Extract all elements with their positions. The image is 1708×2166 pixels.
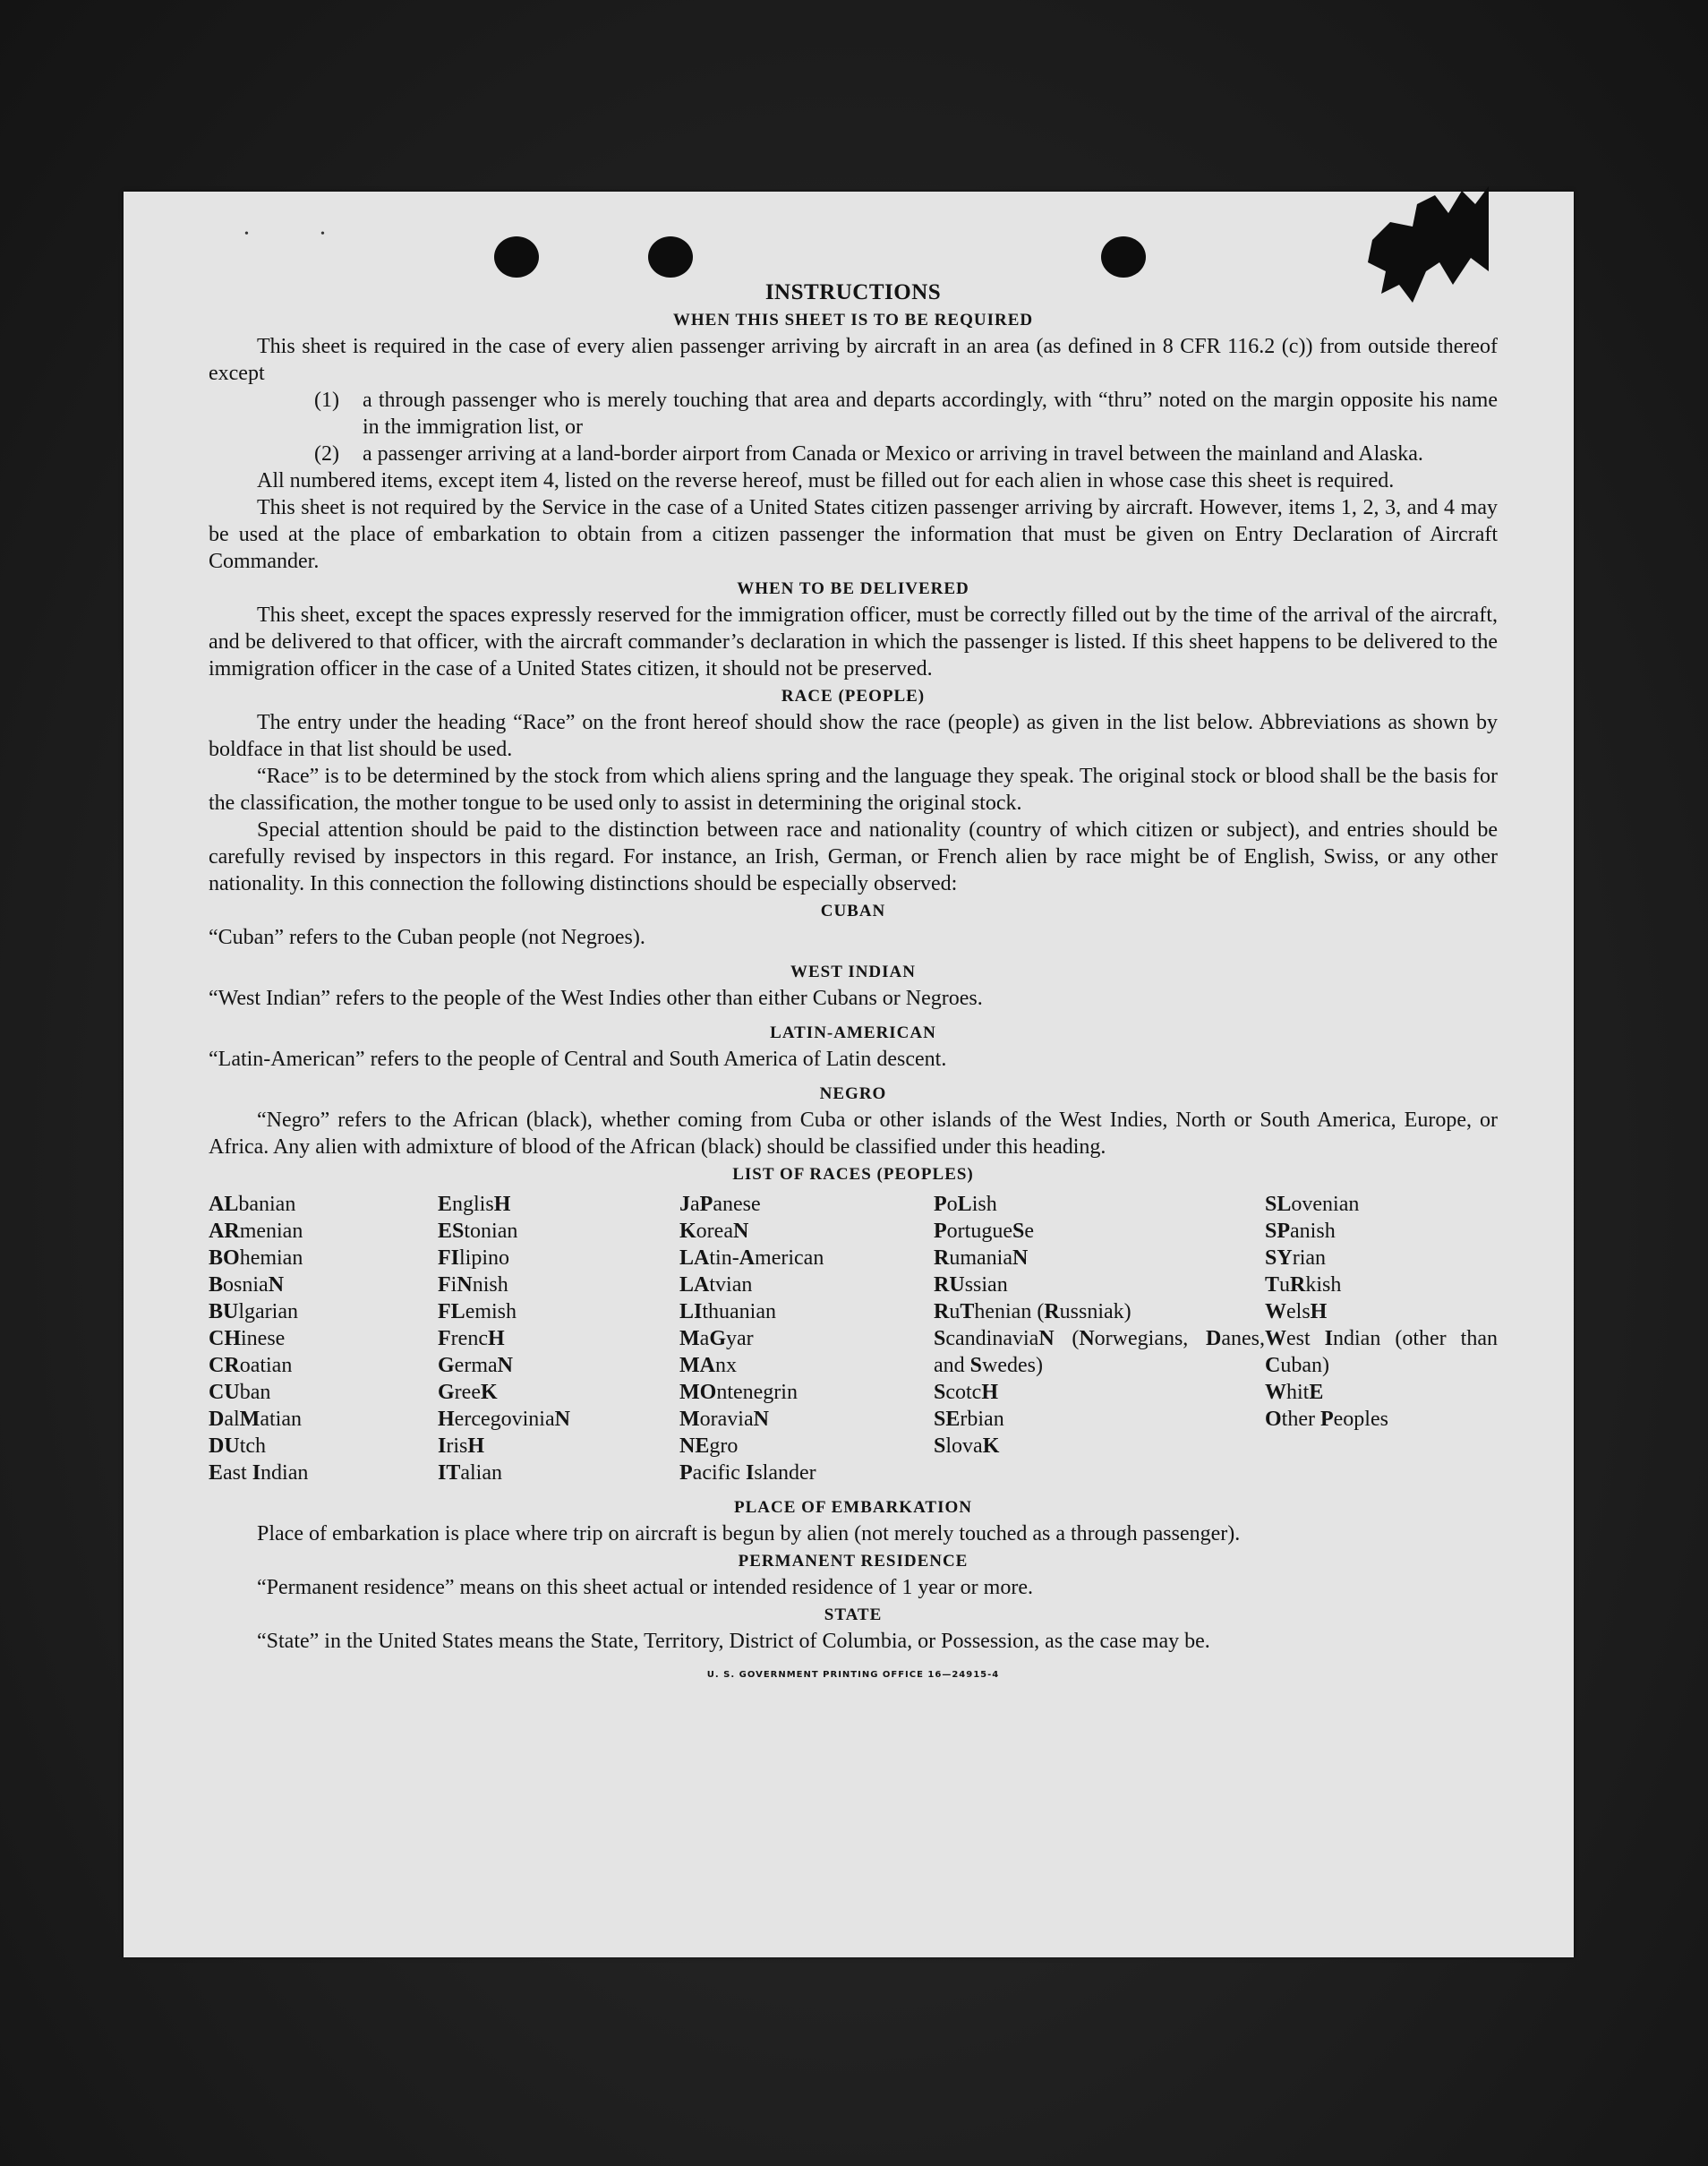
race-entry: FIlipino bbox=[438, 1246, 510, 1270]
race-entry: LAtvian bbox=[679, 1273, 753, 1297]
instructions-content bbox=[209, 279, 1498, 1689]
race-entry: JaPanese bbox=[679, 1193, 761, 1216]
race-entry: BosniaN bbox=[209, 1273, 285, 1297]
race-entry: LIthuanian bbox=[679, 1300, 776, 1323]
race-column bbox=[1265, 1191, 1498, 1486]
mark: • bbox=[320, 227, 325, 241]
section-heading-west-indian: WEST INDIAN bbox=[790, 963, 916, 981]
section-heading-race: RACE (PEOPLE) bbox=[781, 687, 926, 706]
exception-number: (2) bbox=[314, 442, 339, 466]
race-entry: ScotcH bbox=[934, 1381, 999, 1404]
race-column bbox=[209, 1191, 438, 1486]
section-heading-state: STATE bbox=[824, 1605, 883, 1624]
when-delivered-paragraph: This sheet, except the spaces expressly reserved for the immigration officer, must be correctly filled out by the time of the arrival of the aircraft, and be delivered to that officer, with the aircraft commander’s declaration in which the passenger is listed. If this sheet happens to be delivered to the immigration officer in the case of a United States citizen, it should not be preserved. bbox=[209, 604, 1498, 681]
embarkation-definition: Place of embarkation is place where trip on aircraft is begun by alien (not merely touched as a through passenger). bbox=[257, 1522, 1241, 1545]
exception-text: a through passenger who is merely touching that area and departs accordingly, with “thru” noted on the margin opposite his name in the immigration list, or bbox=[363, 389, 1498, 439]
race-entry: SErbian bbox=[934, 1408, 1004, 1431]
race-entry: BOhemian bbox=[209, 1246, 303, 1270]
race-entry: ALbanian bbox=[209, 1193, 296, 1216]
race-paragraph: “Race” is to be determined by the stock from which aliens spring and the language they speak. The original stock or blood shall be the basis for the classification, the mother tongue to be used only to assist in determining the original stock. bbox=[209, 765, 1498, 815]
mark: • bbox=[244, 227, 249, 241]
race-entry: East Indian bbox=[209, 1461, 309, 1485]
printer-imprint: U. S. GOVERNMENT PRINTING OFFICE 16—24915-4 bbox=[706, 1670, 1000, 1680]
race-entry: SYrian bbox=[1265, 1246, 1327, 1270]
race-entry: HercegoviniaN bbox=[438, 1408, 570, 1431]
section-heading-latin-american: LATIN-AMERICAN bbox=[770, 1023, 936, 1042]
section-heading-negro: NEGRO bbox=[819, 1084, 887, 1103]
race-paragraph: The entry under the heading “Race” on the front hereof should show the race (people) as given in the list below. Abbreviations as shown by boldface in that list should be used. bbox=[209, 711, 1498, 761]
race-entry: EStonian bbox=[438, 1220, 518, 1243]
race-entry: NEgro bbox=[679, 1434, 739, 1458]
race-entry: TuRkish bbox=[1265, 1273, 1342, 1297]
race-entry: FrencH bbox=[438, 1327, 505, 1350]
race-entry: RumaniaN bbox=[934, 1246, 1029, 1270]
race-entry: PoLish bbox=[934, 1193, 997, 1216]
race-entry: WhitE bbox=[1265, 1381, 1324, 1404]
punch-hole bbox=[494, 236, 539, 278]
race-entry: ARmenian bbox=[209, 1220, 303, 1243]
race-entry: CHinese bbox=[209, 1327, 286, 1350]
section-heading-residence: PERMANENT RESIDENCE bbox=[738, 1552, 969, 1571]
punch-hole bbox=[648, 236, 693, 278]
race-entry: SPanish bbox=[1265, 1220, 1336, 1243]
document-page bbox=[124, 192, 1574, 1957]
numbered-items-paragraph: All numbered items, except item 4, listed on the reverse hereof, must be filled out for each alien in whose case this sheet is required. bbox=[257, 469, 1395, 492]
race-entry: MAnx bbox=[679, 1354, 737, 1377]
race-paragraph: Special attention should be paid to the distinction between race and nationality (country of which citizen or subject), and entries should be carefully revised by inspectors in this regard. For instance, an Irish, German, or French alien by race might be of English, Swiss, or any other nationality. In this connection the following distinctions should be especially observed: bbox=[209, 818, 1498, 895]
race-entry: BUlgarian bbox=[209, 1300, 298, 1323]
race-entry: SlovaK bbox=[934, 1434, 1000, 1458]
race-column bbox=[679, 1191, 934, 1486]
race-entry: SLovenian bbox=[1265, 1193, 1360, 1216]
race-entry: Pacific Islander bbox=[679, 1461, 816, 1485]
race-entry: PortugueSe bbox=[934, 1220, 1034, 1243]
west-indian-definition: “West Indian” refers to the people of the West Indies other than either Cubans or Negroes. bbox=[209, 987, 983, 1010]
page-title: INSTRUCTIONS bbox=[764, 280, 942, 304]
exception-text: a passenger arriving at a land-border airport from Canada or Mexico or arriving in travel between the mainland and Alaska. bbox=[363, 442, 1423, 466]
section-heading-cuban: CUBAN bbox=[820, 902, 886, 920]
race-entry: LAtin-American bbox=[679, 1246, 824, 1270]
race-entry: RuThenian (Russniak) bbox=[934, 1300, 1132, 1323]
race-entry: MoraviaN bbox=[679, 1408, 769, 1431]
race-entry: West Indian (other than Cuban) bbox=[1265, 1327, 1498, 1377]
races-list bbox=[209, 1191, 1498, 1486]
race-entry: GreeK bbox=[438, 1381, 498, 1404]
race-entry: KoreaN bbox=[679, 1220, 749, 1243]
state-definition: “State” in the United States means the State, Territory, District of Columbia, or Possession, as the case may be. bbox=[257, 1630, 1210, 1653]
race-entry: Other Peoples bbox=[1265, 1408, 1388, 1431]
race-entry: FLemish bbox=[438, 1300, 517, 1323]
cuban-definition: “Cuban” refers to the Cuban people (not Negroes). bbox=[209, 926, 645, 949]
race-entry: CUban bbox=[209, 1381, 271, 1404]
race-column bbox=[934, 1191, 1265, 1486]
race-entry: GermaN bbox=[438, 1354, 513, 1377]
section-heading-when-delivered: WHEN TO BE DELIVERED bbox=[737, 579, 969, 598]
section-heading-list-of-races: LIST OF RACES (PEOPLES) bbox=[732, 1165, 974, 1184]
residence-definition: “Permanent residence” means on this sheet actual or intended residence of 1 year or more. bbox=[257, 1576, 1033, 1599]
race-entry: IrisH bbox=[438, 1434, 485, 1458]
section-heading-when-required: WHEN THIS SHEET IS TO BE REQUIRED bbox=[672, 311, 1034, 330]
when-required-intro: This sheet is required in the case of every alien passenger arriving by aircraft in an area (as defined in 8 CFR 116.2 (c)) from outside thereof except bbox=[209, 335, 1498, 385]
punch-hole bbox=[1101, 236, 1146, 278]
race-entry: MOntenegrin bbox=[679, 1381, 798, 1404]
race-entry: EnglisH bbox=[438, 1193, 511, 1216]
exception-item bbox=[314, 387, 1498, 441]
race-entry: RUssian bbox=[934, 1273, 1008, 1297]
race-entry: ITalian bbox=[438, 1461, 502, 1485]
section-heading-embarkation: PLACE OF EMBARKATION bbox=[734, 1498, 972, 1517]
race-entry: CRoatian bbox=[209, 1354, 293, 1377]
race-entry: MaGyar bbox=[679, 1327, 754, 1350]
citizen-paragraph: This sheet is not required by the Service in the case of a United States citizen passenger arriving by aircraft. However, items 1, 2, 3, and 4 may be used at the place of embarkation to obtain from a citizen passenger the information that must be given on Entry Declaration of Aircraft Commander. bbox=[209, 496, 1498, 573]
race-entry: ScandinaviaN (Norwegians, Danes, and Swedes) bbox=[934, 1327, 1265, 1377]
race-entry: WelsH bbox=[1265, 1300, 1328, 1323]
negro-definition: “Negro” refers to the African (black), whether coming from Cuba or other islands of the West Indies, North or South America, Europe, or Africa. Any alien with admixture of blood of the African (black) should be classified under this heading. bbox=[209, 1109, 1498, 1159]
race-column bbox=[438, 1191, 679, 1486]
exception-item bbox=[314, 441, 1498, 467]
race-entry: DUtch bbox=[209, 1434, 267, 1458]
exception-number: (1) bbox=[314, 389, 339, 412]
latin-american-definition: “Latin-American” refers to the people of Central and South America of Latin descent. bbox=[209, 1048, 947, 1071]
race-entry: DalMatian bbox=[209, 1408, 302, 1431]
race-entry: FiNnish bbox=[438, 1273, 508, 1297]
